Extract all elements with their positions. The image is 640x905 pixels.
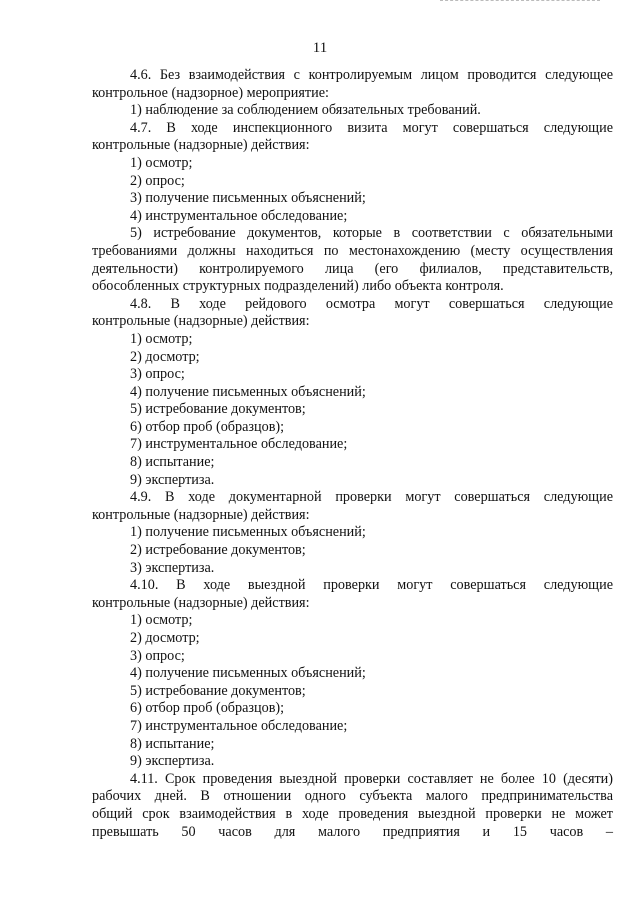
- text-line: 9) экспертиза.: [130, 753, 215, 770]
- text-line: 2) досмотр;: [130, 348, 200, 365]
- text-line: 5) истребование документов;: [130, 401, 306, 418]
- text-line: превышать 50 часов для малого предприятия и 15 часов –: [92, 823, 613, 840]
- text-line: 3) получение письменных объяснений;: [130, 190, 366, 207]
- text-line: 9) экспертиза.: [130, 471, 215, 488]
- text-line: 4.9. В ходе документарной проверки могут совершаться следующие: [130, 489, 613, 506]
- text-line: 4.7. В ходе инспекционного визита могут совершаться следующие: [130, 119, 613, 136]
- text-line: 4.6. Без взаимодействия с контролируемым лицом проводится следующее: [130, 67, 613, 83]
- text-line: 8) испытание;: [130, 454, 215, 471]
- text-line: 2) досмотр;: [130, 630, 200, 646]
- text-line: 6) отбор проб (образцов);: [130, 418, 285, 435]
- text-line: контрольное (надзорное) мероприятие:: [92, 84, 329, 101]
- text-line: 4.8. В ходе рейдового осмотра могут совершаться следующие: [130, 295, 613, 312]
- text-line: 4) получение письменных объяснений;: [130, 383, 366, 400]
- text-line: 1) осмотр;: [130, 154, 193, 171]
- text-line: 3) экспертиза.: [130, 559, 215, 576]
- text-line: 8) испытание;: [130, 735, 215, 752]
- text-line: обособленных структурных подразделений) либо объекта контроля.: [92, 278, 504, 295]
- text-line: 1) получение письменных объяснений;: [130, 524, 366, 541]
- text-line: 5) истребование документов;: [130, 682, 306, 699]
- text-line: 4) получение письменных объяснений;: [130, 665, 366, 682]
- text-line: требованиями должны находиться по местонахождению (месту осуществления: [92, 242, 613, 259]
- text-line: контрольные (надзорные) действия:: [92, 594, 310, 611]
- text-line: рабочих дней. В отношении одного субъекта малого предпринимательства: [92, 788, 613, 805]
- text-line: 1) осмотр;: [130, 330, 193, 347]
- text-line: 4) инструментальное обследование;: [130, 207, 348, 224]
- text-line: 3) опрос;: [130, 647, 185, 664]
- text-line: общий срок взаимодействия в ходе проведения выездной проверки не может: [92, 805, 613, 822]
- text-line: 4.11. Срок проведения выездной проверки составляет не более 10 (десяти): [130, 770, 613, 787]
- document-body: [92, 67, 613, 841]
- text-line: 6) отбор проб (образцов);: [130, 700, 285, 717]
- text-line: 4.10. В ходе выездной проверки могут совершаться следующие: [130, 577, 613, 594]
- text-line: 2) истребование документов;: [130, 542, 306, 559]
- text-line: 1) наблюдение за соблюдением обязательных требований.: [130, 102, 481, 119]
- text-line: 7) инструментальное обследование;: [130, 436, 348, 453]
- text-line: 5) истребование документов, которые в соответствии с обязательными: [130, 225, 613, 242]
- text-line: контрольные (надзорные) действия:: [92, 137, 310, 154]
- scan-artifact: [440, 0, 600, 3]
- text-line: 3) опрос;: [130, 366, 185, 383]
- text-line: 7) инструментальное обследование;: [130, 717, 348, 734]
- text-line: контрольные (надзорные) действия:: [92, 506, 310, 523]
- page-number: 11: [312, 40, 328, 56]
- text-line: 2) опрос;: [130, 172, 185, 189]
- text-line: деятельности) контролируемого лица (его филиалов, представительств,: [92, 260, 613, 277]
- text-line: контрольные (надзорные) действия:: [92, 313, 310, 330]
- text-line: 1) осмотр;: [130, 612, 193, 629]
